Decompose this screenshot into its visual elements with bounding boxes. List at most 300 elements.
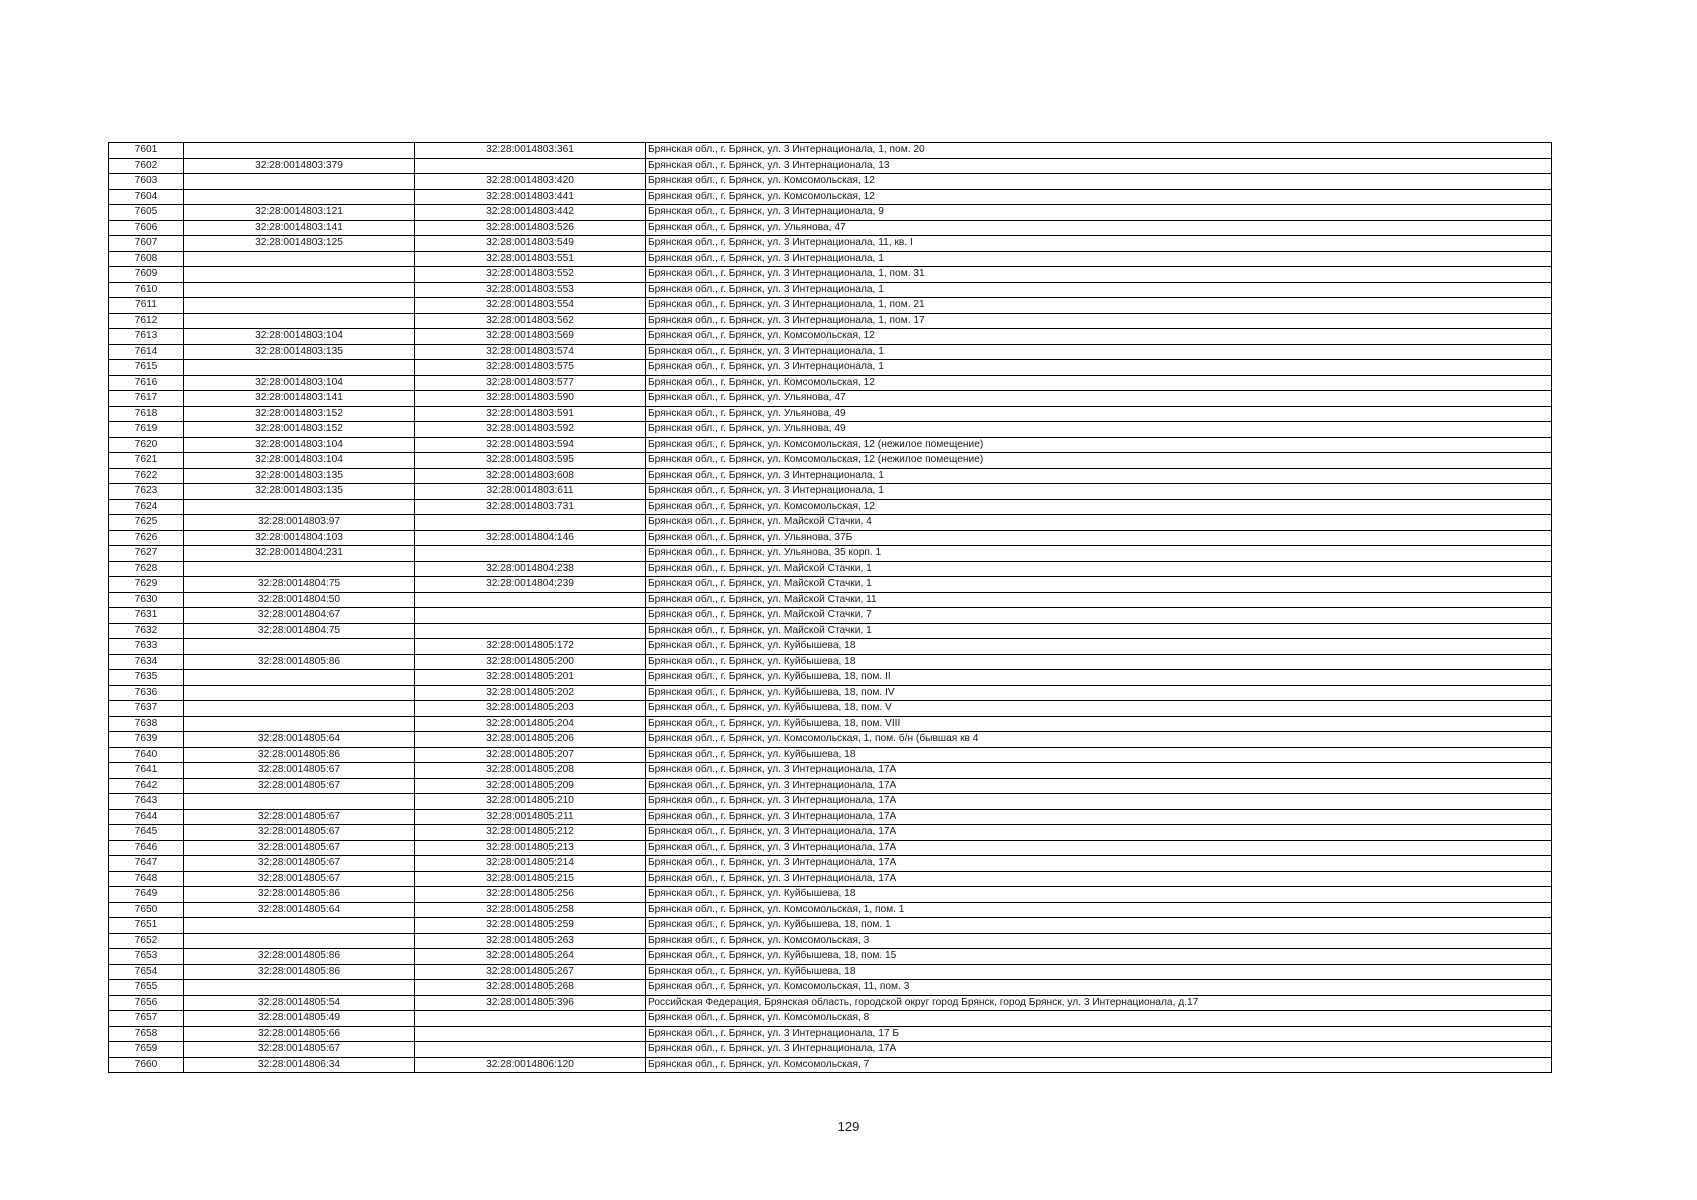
table-row bbox=[109, 608, 1552, 624]
table-row bbox=[109, 1026, 1552, 1042]
table-row bbox=[109, 1042, 1552, 1058]
table-row bbox=[109, 313, 1552, 329]
row-number-cell: 7607 bbox=[109, 236, 184, 252]
row-number-cell: 7646 bbox=[109, 840, 184, 856]
row-number-cell: 7617 bbox=[109, 391, 184, 407]
row-number-cell: 7635 bbox=[109, 670, 184, 686]
premises-cadastral-number-cell: 32:28:0014803:552 bbox=[415, 267, 646, 283]
table-row bbox=[109, 918, 1552, 934]
address-cell: Брянская обл., г. Брянск, ул. 3 Интернационала, 1, пом. 31 bbox=[646, 267, 1552, 283]
cadastral-number-cell: 32:28:0014803:121 bbox=[184, 205, 415, 221]
cadastral-number-cell bbox=[184, 251, 415, 267]
table-row bbox=[109, 887, 1552, 903]
address-cell: Брянская обл., г. Брянск, ул. Комсомольская, 12 bbox=[646, 375, 1552, 391]
cadastral-number-cell: 32:28:0014805:67 bbox=[184, 763, 415, 779]
cadastral-number-cell: 32:28:0014804:231 bbox=[184, 546, 415, 562]
table-row bbox=[109, 809, 1552, 825]
row-number-cell: 7620 bbox=[109, 437, 184, 453]
row-number-cell: 7616 bbox=[109, 375, 184, 391]
row-number-cell: 7601 bbox=[109, 143, 184, 159]
address-cell: Брянская обл., г. Брянск, ул. 3 Интернационала, 1 bbox=[646, 344, 1552, 360]
table-row bbox=[109, 406, 1552, 422]
row-number-cell: 7627 bbox=[109, 546, 184, 562]
address-cell: Брянская обл., г. Брянск, ул. Комсомольская, 12 (нежилое помещение) bbox=[646, 437, 1552, 453]
premises-cadastral-number-cell: 32:28:0014805:200 bbox=[415, 654, 646, 670]
premises-cadastral-number-cell: 32:28:0014803:361 bbox=[415, 143, 646, 159]
table-row bbox=[109, 422, 1552, 438]
premises-cadastral-number-cell: 32:28:0014805:258 bbox=[415, 902, 646, 918]
premises-cadastral-number-cell: 32:28:0014805:212 bbox=[415, 825, 646, 841]
premises-cadastral-number-cell: 32:28:0014805:201 bbox=[415, 670, 646, 686]
table-row bbox=[109, 251, 1552, 267]
cadastral-number-cell: 32:28:0014803:97 bbox=[184, 515, 415, 531]
table-row bbox=[109, 685, 1552, 701]
premises-cadastral-number-cell: 32:28:0014805:207 bbox=[415, 747, 646, 763]
table-row bbox=[109, 871, 1552, 887]
table-row bbox=[109, 654, 1552, 670]
row-number-cell: 7658 bbox=[109, 1026, 184, 1042]
premises-cadastral-number-cell: 32:28:0014803:574 bbox=[415, 344, 646, 360]
table-row bbox=[109, 220, 1552, 236]
table-row bbox=[109, 856, 1552, 872]
table-row bbox=[109, 158, 1552, 174]
premises-cadastral-number-cell bbox=[415, 608, 646, 624]
address-cell: Брянская обл., г. Брянск, ул. Комсомольская, 12 bbox=[646, 329, 1552, 345]
premises-cadastral-number-cell: 32:28:0014805:256 bbox=[415, 887, 646, 903]
row-number-cell: 7631 bbox=[109, 608, 184, 624]
row-number-cell: 7640 bbox=[109, 747, 184, 763]
row-number-cell: 7652 bbox=[109, 933, 184, 949]
address-cell: Брянская обл., г. Брянск, ул. Комсомольская, 1, пом. б/н (бывшая кв 4 bbox=[646, 732, 1552, 748]
address-cell: Брянская обл., г. Брянск, ул. 3 Интернационала, 17А bbox=[646, 871, 1552, 887]
address-cell: Брянская обл., г. Брянск, ул. Комсомольская, 12 (нежилое помещение) bbox=[646, 453, 1552, 469]
row-number-cell: 7611 bbox=[109, 298, 184, 314]
address-cell: Брянская обл., г. Брянск, ул. 3 Интернационала, 1 bbox=[646, 484, 1552, 500]
premises-cadastral-number-cell: 32:28:0014805:206 bbox=[415, 732, 646, 748]
table-row bbox=[109, 282, 1552, 298]
cadastral-number-cell bbox=[184, 282, 415, 298]
cadastral-number-cell bbox=[184, 174, 415, 190]
row-number-cell: 7645 bbox=[109, 825, 184, 841]
row-number-cell: 7602 bbox=[109, 158, 184, 174]
table-row bbox=[109, 360, 1552, 376]
premises-cadastral-number-cell: 32:28:0014803:562 bbox=[415, 313, 646, 329]
table-row bbox=[109, 189, 1552, 205]
cadastral-number-cell: 32:28:0014803:141 bbox=[184, 391, 415, 407]
table-row bbox=[109, 561, 1552, 577]
cadastral-number-cell: 32:28:0014805:86 bbox=[184, 654, 415, 670]
premises-cadastral-number-cell: 32:28:0014803:595 bbox=[415, 453, 646, 469]
cadastral-number-cell: 32:28:0014803:104 bbox=[184, 375, 415, 391]
cadastral-number-cell: 32:28:0014805:67 bbox=[184, 856, 415, 872]
premises-cadastral-number-cell bbox=[415, 1026, 646, 1042]
address-cell: Брянская обл., г. Брянск, ул. Ульянова, 35 корп. 1 bbox=[646, 546, 1552, 562]
cadastral-number-cell: 32:28:0014803:135 bbox=[184, 484, 415, 500]
address-cell: Брянская обл., г. Брянск, ул. Майской Стачки, 1 bbox=[646, 577, 1552, 593]
address-cell: Брянская обл., г. Брянск, ул. Куйбышева, 18 bbox=[646, 887, 1552, 903]
row-number-cell: 7637 bbox=[109, 701, 184, 717]
row-number-cell: 7655 bbox=[109, 980, 184, 996]
cadastral-number-cell: 32:28:0014805:86 bbox=[184, 949, 415, 965]
cadastral-number-cell: 32:28:0014803:104 bbox=[184, 329, 415, 345]
cadastral-number-cell: 32:28:0014805:67 bbox=[184, 840, 415, 856]
premises-cadastral-number-cell: 32:28:0014805:202 bbox=[415, 685, 646, 701]
row-number-cell: 7629 bbox=[109, 577, 184, 593]
table-row bbox=[109, 143, 1552, 159]
premises-cadastral-number-cell: 32:28:0014803:611 bbox=[415, 484, 646, 500]
address-cell: Брянская обл., г. Брянск, ул. 3 Интернационала, 1, пом. 17 bbox=[646, 313, 1552, 329]
address-cell: Брянская обл., г. Брянск, ул. Комсомольская, 8 bbox=[646, 1011, 1552, 1027]
address-cell: Брянская обл., г. Брянск, ул. Куйбышева, 18 bbox=[646, 654, 1552, 670]
table-row bbox=[109, 980, 1552, 996]
premises-cadastral-number-cell: 32:28:0014805:259 bbox=[415, 918, 646, 934]
premises-cadastral-number-cell: 32:28:0014805:209 bbox=[415, 778, 646, 794]
table-row bbox=[109, 794, 1552, 810]
row-number-cell: 7647 bbox=[109, 856, 184, 872]
table-row bbox=[109, 592, 1552, 608]
address-cell: Брянская обл., г. Брянск, ул. 3 Интернационала, 17А bbox=[646, 856, 1552, 872]
cadastral-number-cell bbox=[184, 918, 415, 934]
premises-cadastral-number-cell: 32:28:0014805:268 bbox=[415, 980, 646, 996]
premises-cadastral-number-cell: 32:28:0014803:441 bbox=[415, 189, 646, 205]
premises-cadastral-number-cell bbox=[415, 1011, 646, 1027]
premises-cadastral-number-cell: 32:28:0014803:554 bbox=[415, 298, 646, 314]
address-cell: Брянская обл., г. Брянск, ул. 3 Интернационала, 17А bbox=[646, 809, 1552, 825]
address-cell: Брянская обл., г. Брянск, ул. 3 Интернационала, 1 bbox=[646, 282, 1552, 298]
premises-cadastral-number-cell: 32:28:0014805:396 bbox=[415, 995, 646, 1011]
address-cell: Брянская обл., г. Брянск, ул. Куйбышева, 18, пом. II bbox=[646, 670, 1552, 686]
table-row bbox=[109, 825, 1552, 841]
row-number-cell: 7625 bbox=[109, 515, 184, 531]
premises-cadastral-number-cell bbox=[415, 623, 646, 639]
table-row bbox=[109, 484, 1552, 500]
address-cell: Брянская обл., г. Брянск, ул. 3 Интернационала, 17 Б bbox=[646, 1026, 1552, 1042]
cadastral-number-cell: 32:28:0014804:75 bbox=[184, 623, 415, 639]
table-row bbox=[109, 499, 1552, 515]
table-row bbox=[109, 763, 1552, 779]
cadastral-number-cell bbox=[184, 716, 415, 732]
cadastral-number-cell: 32:28:0014805:67 bbox=[184, 871, 415, 887]
address-cell: Брянская обл., г. Брянск, ул. 3 Интернационала, 17А bbox=[646, 1042, 1552, 1058]
cadastral-number-cell bbox=[184, 499, 415, 515]
premises-cadastral-number-cell: 32:28:0014805:213 bbox=[415, 840, 646, 856]
cadastral-number-cell: 32:28:0014805:49 bbox=[184, 1011, 415, 1027]
row-number-cell: 7630 bbox=[109, 592, 184, 608]
row-number-cell: 7657 bbox=[109, 1011, 184, 1027]
cadastral-number-cell: 32:28:0014805:64 bbox=[184, 902, 415, 918]
premises-cadastral-number-cell: 32:28:0014806:120 bbox=[415, 1057, 646, 1073]
cadastral-number-cell bbox=[184, 298, 415, 314]
address-cell: Брянская обл., г. Брянск, ул. Комсомольская, 3 bbox=[646, 933, 1552, 949]
cadastral-number-cell: 32:28:0014805:66 bbox=[184, 1026, 415, 1042]
premises-cadastral-number-cell bbox=[415, 592, 646, 608]
row-number-cell: 7626 bbox=[109, 530, 184, 546]
cadastral-number-cell bbox=[184, 933, 415, 949]
table-row bbox=[109, 577, 1552, 593]
address-cell: Брянская обл., г. Брянск, ул. Куйбышева, 18 bbox=[646, 747, 1552, 763]
table-row bbox=[109, 778, 1552, 794]
table-row bbox=[109, 375, 1552, 391]
cadastral-number-cell bbox=[184, 189, 415, 205]
row-number-cell: 7614 bbox=[109, 344, 184, 360]
cadastral-number-cell: 32:28:0014804:103 bbox=[184, 530, 415, 546]
premises-cadastral-number-cell: 32:28:0014803:590 bbox=[415, 391, 646, 407]
table-row bbox=[109, 236, 1552, 252]
premises-cadastral-number-cell: 32:28:0014803:569 bbox=[415, 329, 646, 345]
cadastral-number-cell bbox=[184, 794, 415, 810]
cadastral-number-cell bbox=[184, 561, 415, 577]
address-cell: Брянская обл., г. Брянск, ул. 3 Интернационала, 1, пом. 20 bbox=[646, 143, 1552, 159]
table-row bbox=[109, 329, 1552, 345]
cadastral-table bbox=[108, 142, 1552, 1073]
table-row bbox=[109, 716, 1552, 732]
row-number-cell: 7634 bbox=[109, 654, 184, 670]
cadastral-number-cell: 32:28:0014806:34 bbox=[184, 1057, 415, 1073]
address-cell: Брянская обл., г. Брянск, ул. Майской Стачки, 4 bbox=[646, 515, 1552, 531]
row-number-cell: 7619 bbox=[109, 422, 184, 438]
premises-cadastral-number-cell: 32:28:0014803:549 bbox=[415, 236, 646, 252]
row-number-cell: 7621 bbox=[109, 453, 184, 469]
address-cell: Брянская обл., г. Брянск, ул. Майской Стачки, 11 bbox=[646, 592, 1552, 608]
address-cell: Брянская обл., г. Брянск, ул. Комсомольская, 12 bbox=[646, 499, 1552, 515]
cadastral-number-cell: 32:28:0014805:64 bbox=[184, 732, 415, 748]
row-number-cell: 7643 bbox=[109, 794, 184, 810]
address-cell: Брянская обл., г. Брянск, ул. 3 Интернационала, 17А bbox=[646, 763, 1552, 779]
address-cell: Брянская обл., г. Брянск, ул. Комсомольская, 12 bbox=[646, 174, 1552, 190]
row-number-cell: 7653 bbox=[109, 949, 184, 965]
table-row bbox=[109, 1057, 1552, 1073]
row-number-cell: 7638 bbox=[109, 716, 184, 732]
premises-cadastral-number-cell: 32:28:0014805:267 bbox=[415, 964, 646, 980]
table-row bbox=[109, 732, 1552, 748]
premises-cadastral-number-cell: 32:28:0014803:594 bbox=[415, 437, 646, 453]
address-cell: Брянская обл., г. Брянск, ул. Ульянова, 49 bbox=[646, 406, 1552, 422]
cadastral-number-cell: 32:28:0014805:86 bbox=[184, 887, 415, 903]
address-cell: Брянская обл., г. Брянск, ул. Ульянова, 37Б bbox=[646, 530, 1552, 546]
table-row bbox=[109, 701, 1552, 717]
table-row bbox=[109, 964, 1552, 980]
cadastral-number-cell: 32:28:0014803:379 bbox=[184, 158, 415, 174]
row-number-cell: 7639 bbox=[109, 732, 184, 748]
page-number: 129 bbox=[837, 1119, 860, 1134]
cadastral-number-cell: 32:28:0014804:75 bbox=[184, 577, 415, 593]
address-cell: Брянская обл., г. Брянск, ул. Куйбышева, 18 bbox=[646, 639, 1552, 655]
table-row bbox=[109, 298, 1552, 314]
premises-cadastral-number-cell: 32:28:0014805:214 bbox=[415, 856, 646, 872]
address-cell: Брянская обл., г. Брянск, ул. 3 Интернационала, 1, пом. 21 bbox=[646, 298, 1552, 314]
cadastral-number-cell: 32:28:0014805:67 bbox=[184, 778, 415, 794]
cadastral-number-cell: 32:28:0014805:67 bbox=[184, 825, 415, 841]
premises-cadastral-number-cell: 32:28:0014803:591 bbox=[415, 406, 646, 422]
premises-cadastral-number-cell bbox=[415, 515, 646, 531]
table-row bbox=[109, 933, 1552, 949]
table-row bbox=[109, 902, 1552, 918]
cadastral-number-cell bbox=[184, 313, 415, 329]
row-number-cell: 7636 bbox=[109, 685, 184, 701]
address-cell: Брянская обл., г. Брянск, ул. 3 Интернационала, 9 bbox=[646, 205, 1552, 221]
row-number-cell: 7656 bbox=[109, 995, 184, 1011]
cadastral-number-cell: 32:28:0014805:67 bbox=[184, 809, 415, 825]
cadastral-number-cell: 32:28:0014803:141 bbox=[184, 220, 415, 236]
cadastral-number-cell: 32:28:0014804:50 bbox=[184, 592, 415, 608]
address-cell: Брянская обл., г. Брянск, ул. 3 Интернационала, 17А bbox=[646, 794, 1552, 810]
row-number-cell: 7644 bbox=[109, 809, 184, 825]
table-row bbox=[109, 670, 1552, 686]
premises-cadastral-number-cell bbox=[415, 158, 646, 174]
address-cell: Брянская обл., г. Брянск, ул. Куйбышева, 18, пом. V bbox=[646, 701, 1552, 717]
address-cell: Брянская обл., г. Брянск, ул. Куйбышева, 18, пом. VIII bbox=[646, 716, 1552, 732]
cadastral-number-cell bbox=[184, 685, 415, 701]
row-number-cell: 7612 bbox=[109, 313, 184, 329]
row-number-cell: 7606 bbox=[109, 220, 184, 236]
premises-cadastral-number-cell: 32:28:0014804:239 bbox=[415, 577, 646, 593]
table-row bbox=[109, 1011, 1552, 1027]
cadastral-number-cell: 32:28:0014805:54 bbox=[184, 995, 415, 1011]
cadastral-number-cell bbox=[184, 701, 415, 717]
table-row bbox=[109, 995, 1552, 1011]
address-cell: Брянская обл., г. Брянск, ул. 3 Интернационала, 17А bbox=[646, 778, 1552, 794]
address-cell: Брянская обл., г. Брянск, ул. Комсомольская, 1, пом. 1 bbox=[646, 902, 1552, 918]
row-number-cell: 7642 bbox=[109, 778, 184, 794]
row-number-cell: 7641 bbox=[109, 763, 184, 779]
cadastral-number-cell bbox=[184, 639, 415, 655]
table-row bbox=[109, 546, 1552, 562]
row-number-cell: 7604 bbox=[109, 189, 184, 205]
table-row bbox=[109, 205, 1552, 221]
table-row bbox=[109, 747, 1552, 763]
premises-cadastral-number-cell: 32:28:0014804:238 bbox=[415, 561, 646, 577]
address-cell: Брянская обл., г. Брянск, ул. Куйбышева, 18 bbox=[646, 964, 1552, 980]
premises-cadastral-number-cell: 32:28:0014805:215 bbox=[415, 871, 646, 887]
premises-cadastral-number-cell: 32:28:0014805:264 bbox=[415, 949, 646, 965]
cadastral-number-cell: 32:28:0014803:104 bbox=[184, 453, 415, 469]
row-number-cell: 7623 bbox=[109, 484, 184, 500]
address-cell: Брянская обл., г. Брянск, ул. 3 Интернационала, 1 bbox=[646, 468, 1552, 484]
cadastral-number-cell: 32:28:0014804:67 bbox=[184, 608, 415, 624]
premises-cadastral-number-cell: 32:28:0014803:553 bbox=[415, 282, 646, 298]
table-row bbox=[109, 453, 1552, 469]
premises-cadastral-number-cell: 32:28:0014805:208 bbox=[415, 763, 646, 779]
premises-cadastral-number-cell: 32:28:0014803:592 bbox=[415, 422, 646, 438]
address-cell: Брянская обл., г. Брянск, ул. Ульянова, 47 bbox=[646, 391, 1552, 407]
table-row bbox=[109, 949, 1552, 965]
row-number-cell: 7608 bbox=[109, 251, 184, 267]
address-cell: Брянская обл., г. Брянск, ул. 3 Интернационала, 1 bbox=[646, 251, 1552, 267]
address-cell: Брянская обл., г. Брянск, ул. 3 Интернационала, 1 bbox=[646, 360, 1552, 376]
row-number-cell: 7654 bbox=[109, 964, 184, 980]
row-number-cell: 7660 bbox=[109, 1057, 184, 1073]
cadastral-number-cell: 32:28:0014803:125 bbox=[184, 236, 415, 252]
premises-cadastral-number-cell: 32:28:0014805:211 bbox=[415, 809, 646, 825]
cadastral-number-cell: 32:28:0014805:86 bbox=[184, 747, 415, 763]
table-row bbox=[109, 530, 1552, 546]
row-number-cell: 7605 bbox=[109, 205, 184, 221]
table-row bbox=[109, 623, 1552, 639]
address-cell: Брянская обл., г. Брянск, ул. 3 Интернационала, 13 bbox=[646, 158, 1552, 174]
cadastral-number-cell bbox=[184, 143, 415, 159]
table-row bbox=[109, 344, 1552, 360]
cadastral-number-cell bbox=[184, 980, 415, 996]
premises-cadastral-number-cell: 32:28:0014804:146 bbox=[415, 530, 646, 546]
cadastral-number-cell bbox=[184, 670, 415, 686]
row-number-cell: 7632 bbox=[109, 623, 184, 639]
address-cell: Российская Федерация, Брянская область, городской округ город Брянск, город Брянск, ул. 3 Интернационала, д.17 bbox=[646, 995, 1552, 1011]
row-number-cell: 7613 bbox=[109, 329, 184, 345]
premises-cadastral-number-cell: 32:28:0014805:263 bbox=[415, 933, 646, 949]
premises-cadastral-number-cell: 32:28:0014805:172 bbox=[415, 639, 646, 655]
cadastral-number-cell: 32:28:0014805:86 bbox=[184, 964, 415, 980]
row-number-cell: 7618 bbox=[109, 406, 184, 422]
address-cell: Брянская обл., г. Брянск, ул. Комсомольская, 11, пом. 3 bbox=[646, 980, 1552, 996]
premises-cadastral-number-cell: 32:28:0014803:575 bbox=[415, 360, 646, 376]
premises-cadastral-number-cell: 32:28:0014803:731 bbox=[415, 499, 646, 515]
premises-cadastral-number-cell: 32:28:0014803:551 bbox=[415, 251, 646, 267]
table-row bbox=[109, 840, 1552, 856]
table-row bbox=[109, 515, 1552, 531]
premises-cadastral-number-cell: 32:28:0014805:210 bbox=[415, 794, 646, 810]
table-row bbox=[109, 639, 1552, 655]
premises-cadastral-number-cell bbox=[415, 1042, 646, 1058]
table-body bbox=[109, 143, 1552, 1073]
row-number-cell: 7610 bbox=[109, 282, 184, 298]
address-cell: Брянская обл., г. Брянск, ул. Куйбышева, 18, пом. 15 bbox=[646, 949, 1552, 965]
address-cell: Брянская обл., г. Брянск, ул. Ульянова, 47 bbox=[646, 220, 1552, 236]
table-row bbox=[109, 437, 1552, 453]
cadastral-number-cell bbox=[184, 360, 415, 376]
premises-cadastral-number-cell bbox=[415, 546, 646, 562]
cadastral-number-cell: 32:28:0014803:152 bbox=[184, 422, 415, 438]
address-cell: Брянская обл., г. Брянск, ул. Майской Стачки, 1 bbox=[646, 561, 1552, 577]
address-cell: Брянская обл., г. Брянск, ул. Комсомольская, 12 bbox=[646, 189, 1552, 205]
cadastral-number-cell: 32:28:0014803:135 bbox=[184, 468, 415, 484]
table-row bbox=[109, 267, 1552, 283]
row-number-cell: 7633 bbox=[109, 639, 184, 655]
premises-cadastral-number-cell: 32:28:0014803:526 bbox=[415, 220, 646, 236]
address-cell: Брянская обл., г. Брянск, ул. 3 Интернационала, 17А bbox=[646, 840, 1552, 856]
address-cell: Брянская обл., г. Брянск, ул. Майской Стачки, 7 bbox=[646, 608, 1552, 624]
address-cell: Брянская обл., г. Брянск, ул. 3 Интернационала, 11, кв. I bbox=[646, 236, 1552, 252]
address-cell: Брянская обл., г. Брянск, ул. Майской Стачки, 1 bbox=[646, 623, 1552, 639]
cadastral-number-cell: 32:28:0014803:152 bbox=[184, 406, 415, 422]
table-row bbox=[109, 391, 1552, 407]
row-number-cell: 7659 bbox=[109, 1042, 184, 1058]
cadastral-number-cell: 32:28:0014805:67 bbox=[184, 1042, 415, 1058]
premises-cadastral-number-cell: 32:28:0014805:203 bbox=[415, 701, 646, 717]
row-number-cell: 7651 bbox=[109, 918, 184, 934]
row-number-cell: 7624 bbox=[109, 499, 184, 515]
premises-cadastral-number-cell: 32:28:0014803:608 bbox=[415, 468, 646, 484]
cadastral-number-cell bbox=[184, 267, 415, 283]
address-cell: Брянская обл., г. Брянск, ул. Куйбышева, 18, пом. IV bbox=[646, 685, 1552, 701]
premises-cadastral-number-cell: 32:28:0014803:577 bbox=[415, 375, 646, 391]
row-number-cell: 7609 bbox=[109, 267, 184, 283]
row-number-cell: 7603 bbox=[109, 174, 184, 190]
table-row bbox=[109, 174, 1552, 190]
cadastral-number-cell: 32:28:0014803:135 bbox=[184, 344, 415, 360]
row-number-cell: 7628 bbox=[109, 561, 184, 577]
address-cell: Брянская обл., г. Брянск, ул. Куйбышева, 18, пом. 1 bbox=[646, 918, 1552, 934]
row-number-cell: 7622 bbox=[109, 468, 184, 484]
address-cell: Брянская обл., г. Брянск, ул. Комсомольская, 7 bbox=[646, 1057, 1552, 1073]
row-number-cell: 7615 bbox=[109, 360, 184, 376]
premises-cadastral-number-cell: 32:28:0014803:420 bbox=[415, 174, 646, 190]
address-cell: Брянская обл., г. Брянск, ул. Ульянова, 49 bbox=[646, 422, 1552, 438]
cadastral-number-cell: 32:28:0014803:104 bbox=[184, 437, 415, 453]
row-number-cell: 7648 bbox=[109, 871, 184, 887]
premises-cadastral-number-cell: 32:28:0014803:442 bbox=[415, 205, 646, 221]
premises-cadastral-number-cell: 32:28:0014805:204 bbox=[415, 716, 646, 732]
address-cell: Брянская обл., г. Брянск, ул. 3 Интернационала, 17А bbox=[646, 825, 1552, 841]
